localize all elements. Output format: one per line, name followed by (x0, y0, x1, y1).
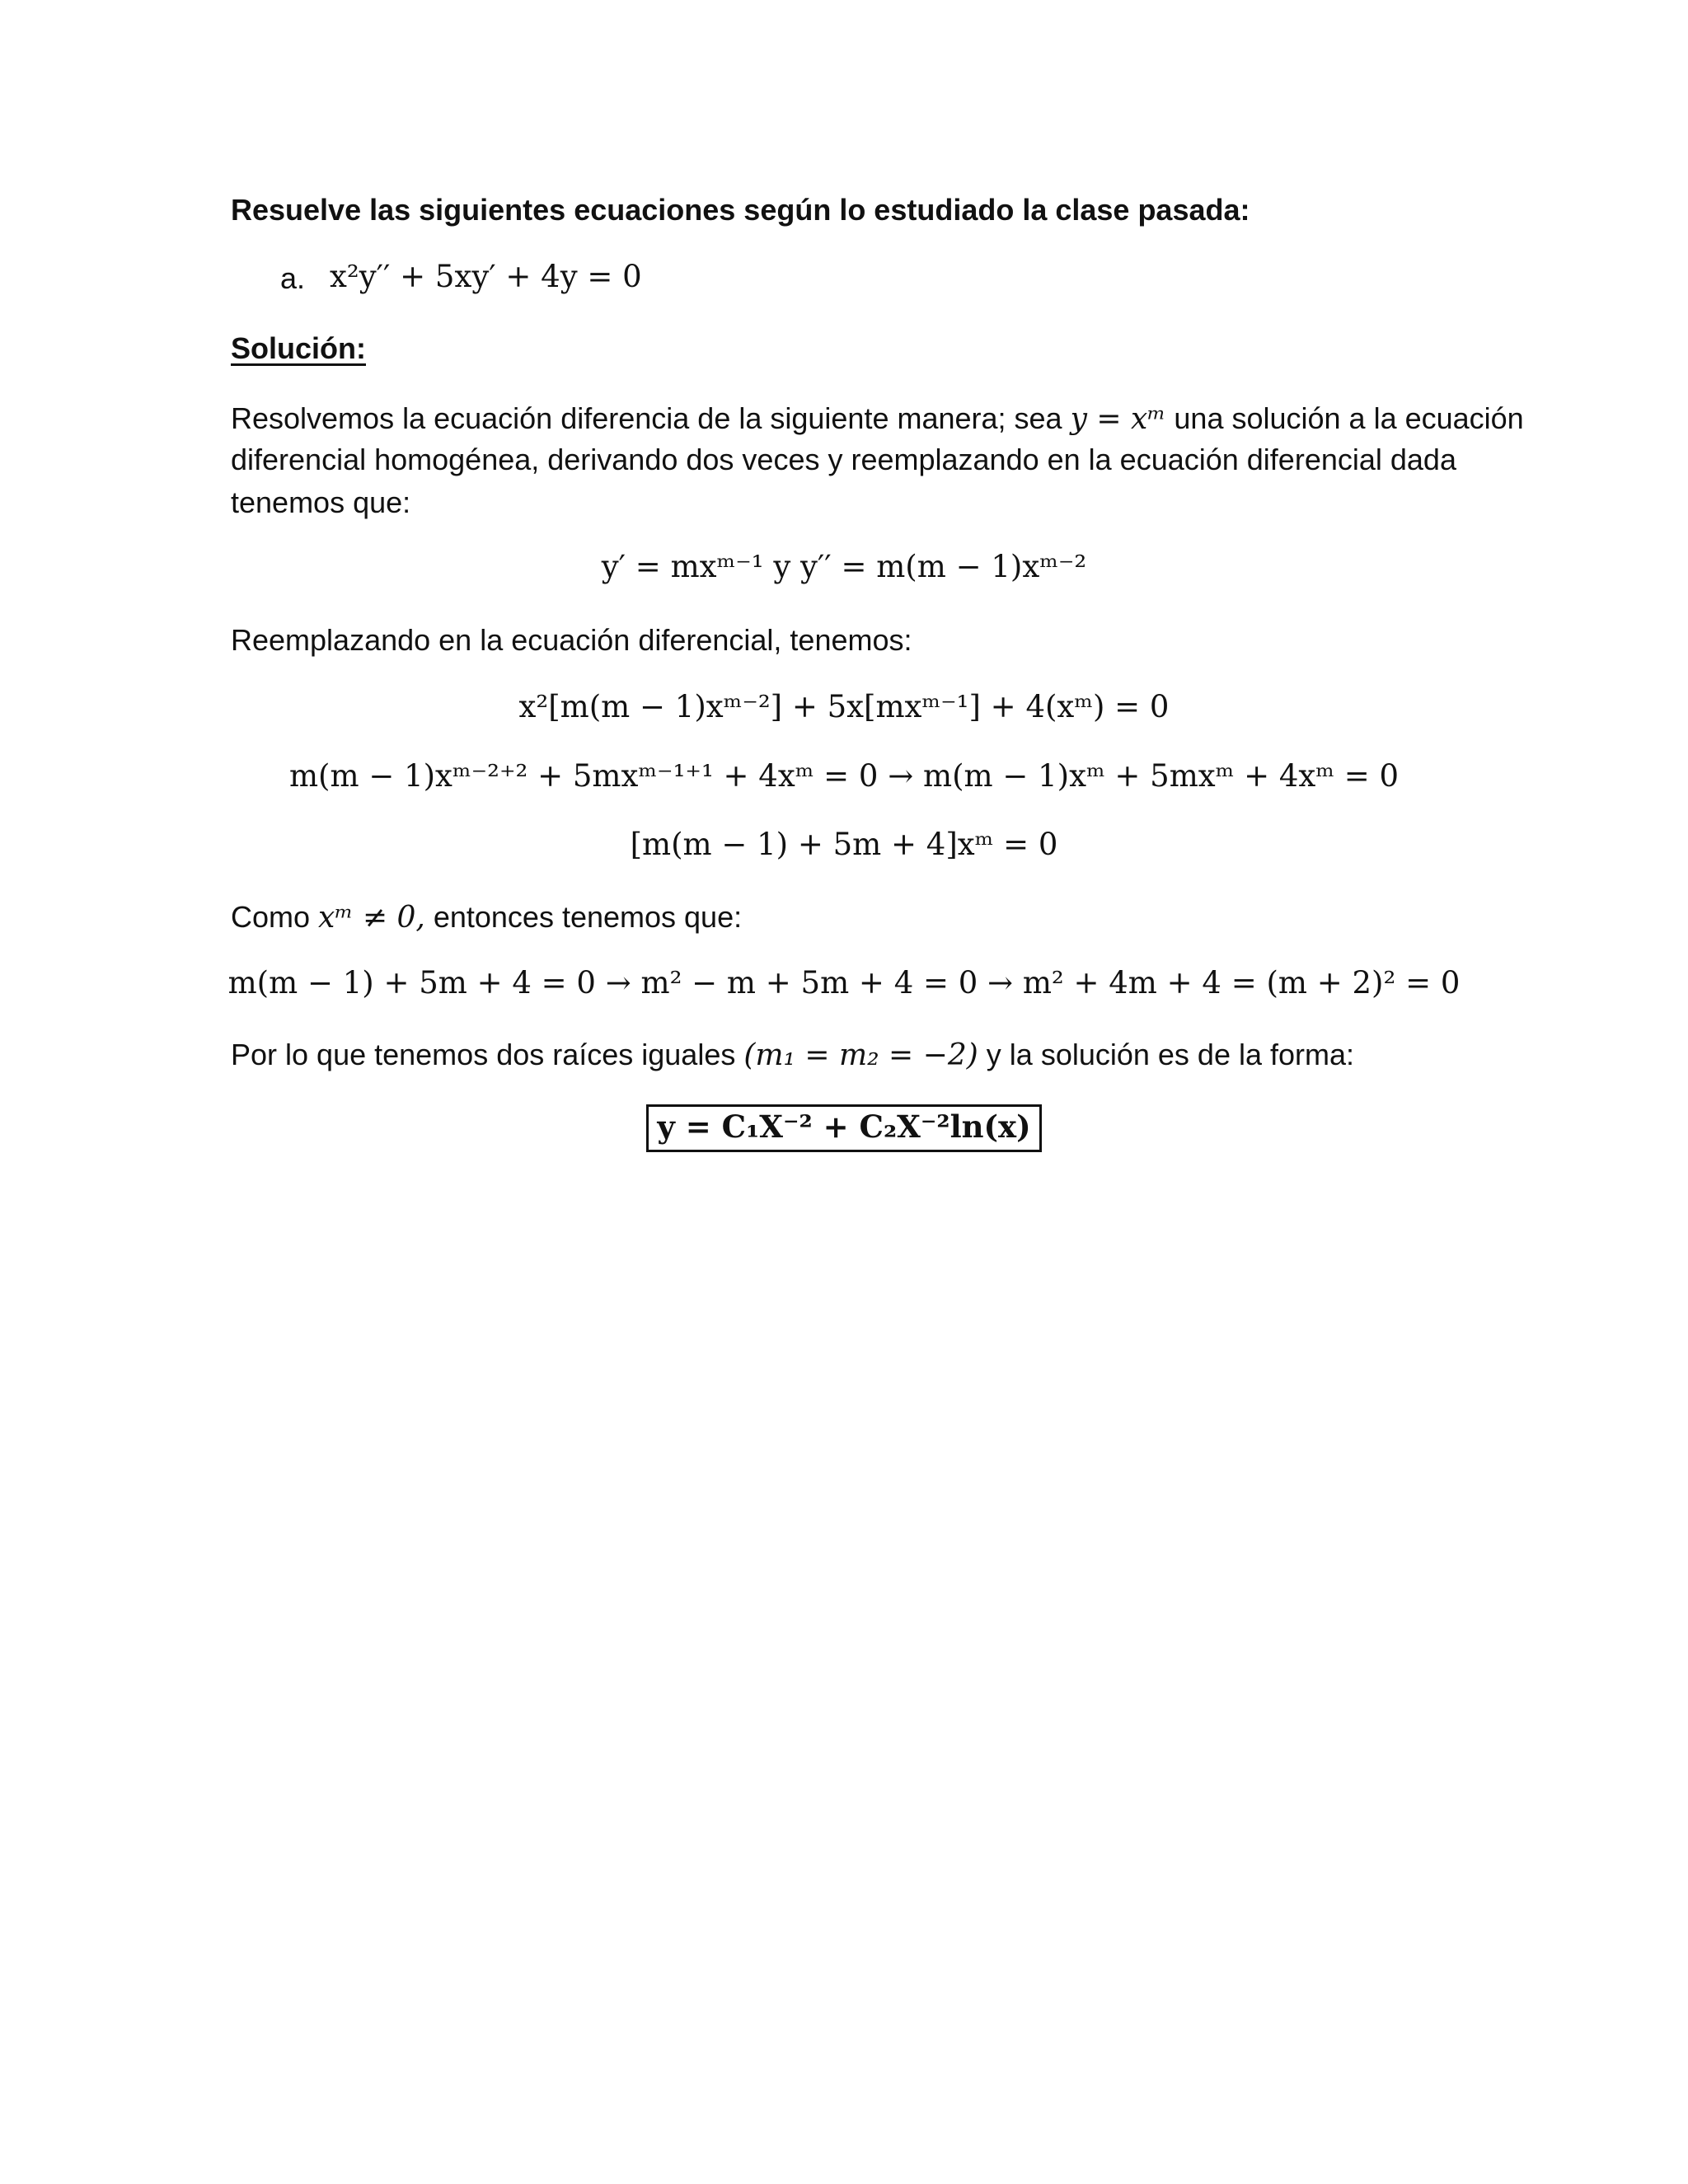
paragraph-line-2: diferencial homogénea, derivando dos veces y reemplazando en la ecuación diferencial dada (231, 443, 1456, 476)
replace-text: Reemplazando en la ecuación diferencial, tenemos: (231, 623, 912, 657)
substitution-equation: x²[m(m − 1)xᵐ⁻²] + 5x[mxᵐ⁻¹] + 4(xᵐ) = 0 (518, 689, 1170, 724)
simplification-equation: m(m − 1)xᵐ⁻²⁺² + 5mxᵐ⁻¹⁺¹ + 4xᵐ = 0 → m(m − 1)xᵐ + 5mxᵐ + 4xᵐ = 0 (288, 758, 1400, 794)
roots-line-start: Por lo que tenemos dos raíces iguales (231, 1038, 736, 1071)
paragraph-line-3: tenemos que: (231, 485, 411, 519)
como-line-start: Como (231, 900, 311, 934)
item-marker: a. (280, 261, 306, 295)
exercise-heading: Resuelve las siguientes ecuaciones según lo estudiado la clase pasada: (231, 193, 1250, 227)
paragraph-line-1 (231, 398, 1524, 440)
paragraph-line-1-math: y = xᵐ (1070, 402, 1166, 436)
final-answer-wrapper (0, 1104, 1688, 1152)
final-answer-box: y = C₁X⁻² + C₂X⁻²ln(x) (646, 1104, 1041, 1152)
paragraph-line-1-end: una solución a la ecuación (1174, 401, 1524, 435)
derivatives-equation: y′ = mxᵐ⁻¹ y y′′ = m(m − 1)xᵐ⁻² (601, 549, 1087, 584)
factored-equation: [m(m − 1) + 5m + 4]xᵐ = 0 (630, 827, 1058, 862)
como-line-math: xᵐ ≠ 0, (318, 901, 425, 935)
paragraph-line-1-start: Resolvemos la ecuación diferencia de la siguiente manera; sea (231, 401, 1062, 435)
solution-label: Solución: (231, 331, 366, 365)
roots-line (231, 1034, 1354, 1076)
item-a-equation: x²y′′ + 5xy′ + 4y = 0 (330, 259, 642, 294)
characteristic-equation: m(m − 1) + 5m + 4 = 0 → m² − m + 5m + 4 = 0 → m² + 4m + 4 = (m + 2)² = 0 (227, 965, 1461, 1001)
como-line (231, 897, 742, 939)
como-line-end: entonces tenemos que: (433, 900, 743, 934)
roots-line-end: y la solución es de la forma: (986, 1038, 1355, 1071)
roots-line-math: (m₁ = m₂ = −2) (743, 1038, 978, 1072)
